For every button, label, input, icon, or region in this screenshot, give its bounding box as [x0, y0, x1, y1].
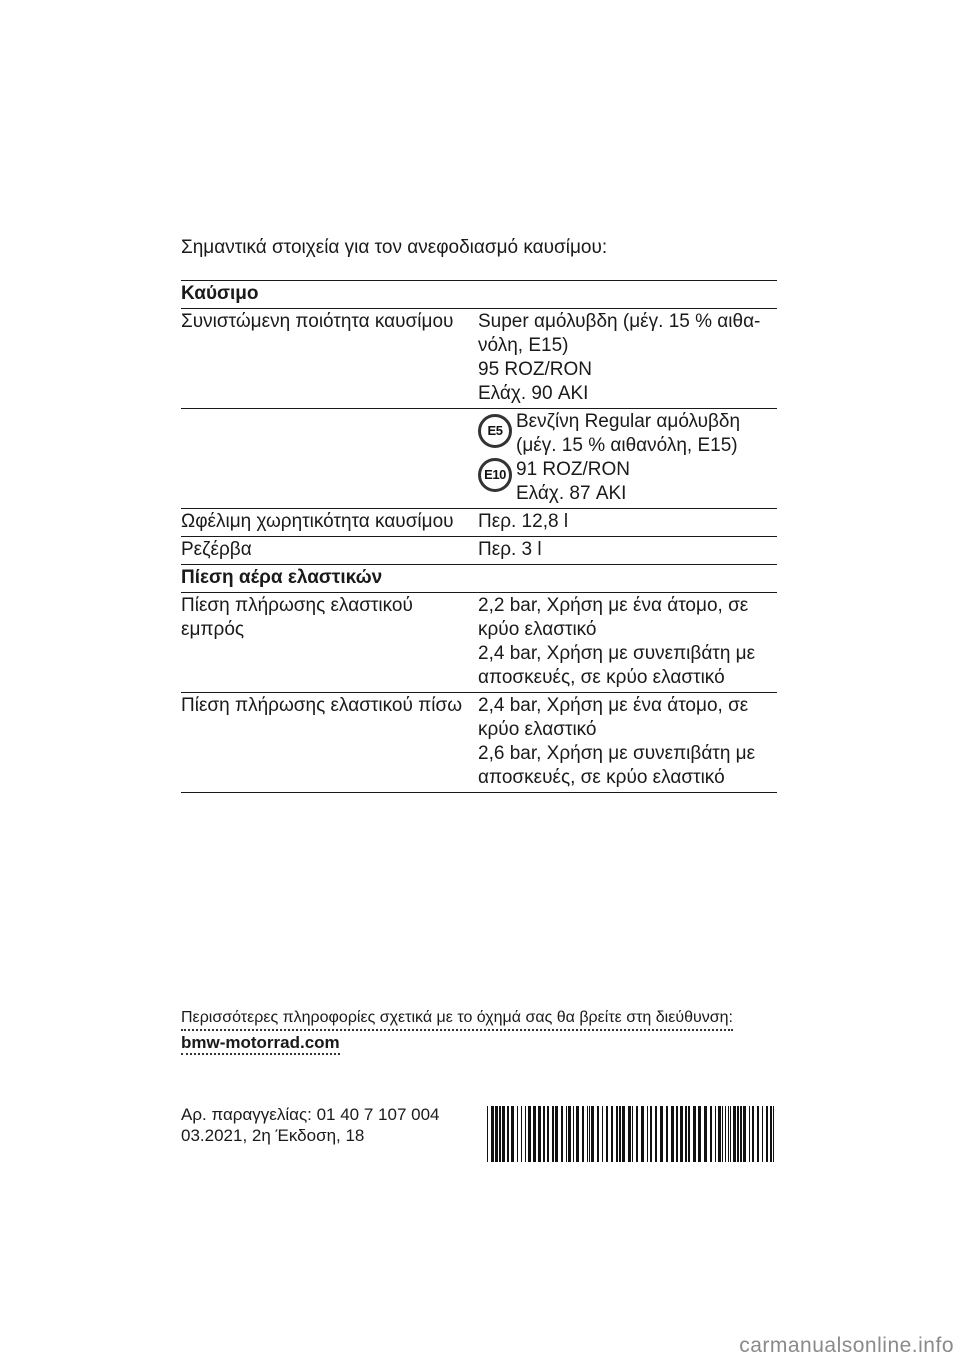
barcode-bar: [762, 1106, 763, 1162]
alt-line: Βενζίνη Regular αμόλυβδη: [516, 411, 741, 432]
barcode-bar: [743, 1106, 746, 1162]
rear-tyre-value: [478, 694, 777, 790]
barcode-bar: [632, 1106, 633, 1162]
barcode-bar: [555, 1106, 558, 1162]
intro-text: Σημαντικά στοιχεία για τον ανεφοδιασμό καυσίμου:: [181, 237, 608, 258]
watermark-text: carmanualsonline.info: [739, 1334, 954, 1357]
rear-line: κρύο ελαστικό: [478, 719, 597, 740]
barcode-bar: [597, 1106, 599, 1162]
barcode-bar: [685, 1106, 687, 1162]
barcode-bar: [666, 1106, 668, 1162]
alternative-fuel-value: [478, 410, 777, 506]
barcode-bar: [487, 1106, 488, 1162]
barcode-bar: [547, 1106, 549, 1162]
barcode-bar: [693, 1106, 696, 1162]
recommended-fuel-label: Συνιστώμενη ποιότητα καυσίμου: [181, 311, 454, 332]
e5-badge-icon: E5: [478, 414, 512, 448]
barcode-bar: [752, 1106, 754, 1162]
order-info: [181, 1104, 440, 1146]
barcode-bar: [740, 1106, 742, 1162]
reserve-label: Ρεζέρβα: [181, 539, 252, 560]
barcode-bar: [543, 1106, 545, 1162]
rear-line: 2,6 bar, Χρήση με συνεπιβάτη με: [478, 743, 756, 764]
barcode-bar: [568, 1106, 571, 1162]
barcode-bar: [737, 1106, 739, 1162]
front-line: 2,2 bar, Χρήση με ένα άτομο, σε: [478, 595, 749, 616]
barcode-bar: [641, 1106, 644, 1162]
barcode-bar: [576, 1106, 579, 1162]
barcode-bar: [655, 1106, 657, 1162]
alt-line: 91 ROZ/RON: [516, 459, 631, 480]
recommended-line: 95 ROZ/RON: [478, 359, 593, 380]
fuel-badges: [478, 410, 516, 506]
barcode-bar: [680, 1106, 683, 1162]
reserve-row: [181, 536, 777, 564]
capacity-label: Ωφέλιμη χωρητικότητα καυσίμου: [181, 511, 454, 532]
barcode-bar: [749, 1106, 750, 1162]
barcode-bar: [688, 1106, 690, 1162]
barcode-bar: [602, 1106, 603, 1162]
barcode-bar: [616, 1106, 618, 1162]
barcode-bar: [582, 1106, 584, 1162]
barcode-bar: [561, 1106, 563, 1162]
rear-line: αποσκευές, σε κρύο ελαστικό: [478, 767, 725, 788]
alt-line: (μέγ. 15 % αιθανόλη, E15): [516, 435, 738, 456]
barcode-bar: [507, 1106, 509, 1162]
more-info-text: Περισσότερες πληροφορίες σχετικά με το όχημά σας θα βρείτε στη διεύθυνση:: [181, 1008, 733, 1031]
barcode-bar: [566, 1106, 567, 1162]
barcode-bar: [528, 1106, 531, 1162]
edition-info: 03.2021, 2η Έκδοση, 18: [181, 1126, 365, 1145]
barcode-bar: [619, 1106, 621, 1162]
barcode-bar: [628, 1106, 631, 1162]
front-tyre-value: [478, 594, 777, 690]
barcode-bar: [650, 1106, 652, 1162]
more-info-block: [181, 1008, 733, 1055]
rear-tyre-label: Πίεση πλήρωσης ελαστικού πίσω: [181, 695, 463, 716]
reserve-value: Περ. 3 l: [478, 539, 542, 560]
barcode-bar: [647, 1106, 648, 1162]
barcode-bar: [538, 1106, 541, 1162]
rear-line: 2,4 bar, Χρήση με ένα άτομο, σε: [478, 695, 749, 716]
barcode-bar: [502, 1106, 505, 1162]
barcode-bar: [521, 1106, 522, 1162]
website-link[interactable]: bmw-motorrad.com: [181, 1033, 340, 1055]
barcode-bar: [589, 1106, 590, 1162]
barcode-bar: [698, 1106, 701, 1162]
barcode-bar: [533, 1106, 536, 1162]
barcode-bar: [766, 1106, 768, 1162]
barcode-bar: [671, 1106, 674, 1162]
barcode-bar: [773, 1106, 774, 1162]
capacity-row: [181, 508, 777, 536]
front-line: κρύο ελαστικό: [478, 619, 597, 640]
barcode-bar: [725, 1106, 726, 1162]
barcode-bar: [611, 1106, 613, 1162]
recommended-line: Ελάχ. 90 AKI: [478, 383, 589, 404]
barcode-bar: [710, 1106, 712, 1162]
spec-table: [181, 280, 777, 793]
front-tyre-label: Πίεση πλήρωσης ελαστικού εμπρός: [181, 595, 413, 640]
barcode-bar: [733, 1106, 736, 1162]
barcode-bar: [622, 1106, 625, 1162]
front-line: 2,4 bar, Χρήση με συνεπιβάτη με: [478, 643, 756, 664]
tyre-pressure-heading: Πίεση αέρα ελαστικών: [181, 564, 777, 592]
barcode-bar: [704, 1106, 707, 1162]
barcode-bar: [676, 1106, 678, 1162]
recommended-fuel-row: [181, 308, 777, 408]
front-tyre-row: [181, 592, 777, 692]
recommended-line: Super αμόλυβδη (μέγ. 15 % αιθα-: [478, 311, 761, 332]
barcode-bar: [525, 1106, 526, 1162]
barcode-bar: [715, 1106, 716, 1162]
recommended-line: νόλη, E15): [478, 335, 569, 356]
barcode-image: [487, 1106, 777, 1162]
barcode-bar: [552, 1106, 554, 1162]
barcode-bar: [730, 1106, 731, 1162]
empty-label: [181, 410, 478, 506]
front-line: αποσκευές, σε κρύο ελαστικό: [478, 667, 725, 688]
barcode-bar: [499, 1106, 501, 1162]
barcode-bar: [573, 1106, 574, 1162]
barcode-bar: [511, 1106, 514, 1162]
recommended-fuel-value: [478, 310, 777, 406]
alternative-fuel-row: [181, 408, 777, 508]
barcode-bar: [587, 1106, 588, 1162]
barcode-bar: [722, 1106, 723, 1162]
barcode-bar: [495, 1106, 498, 1162]
barcode-bar: [660, 1106, 663, 1162]
barcode-bar: [517, 1106, 518, 1162]
rear-tyre-row: [181, 692, 777, 793]
capacity-value: Περ. 12,8 l: [478, 511, 569, 532]
barcode-bar: [718, 1106, 721, 1162]
barcode-bar: [636, 1106, 638, 1162]
barcode-bar: [770, 1106, 772, 1162]
e10-badge-icon: E10: [478, 458, 512, 492]
barcode-bar: [757, 1106, 759, 1162]
barcode-bar: [591, 1106, 594, 1162]
fuel-heading: Καύσιμο: [181, 280, 777, 308]
barcode-bar: [728, 1106, 729, 1162]
barcode-bar: [606, 1106, 608, 1162]
alt-line: Ελάχ. 87 AKI: [516, 483, 627, 504]
order-number: Αρ. παραγγελίας: 01 40 7 107 004: [181, 1105, 440, 1124]
barcode-bar: [491, 1106, 494, 1162]
